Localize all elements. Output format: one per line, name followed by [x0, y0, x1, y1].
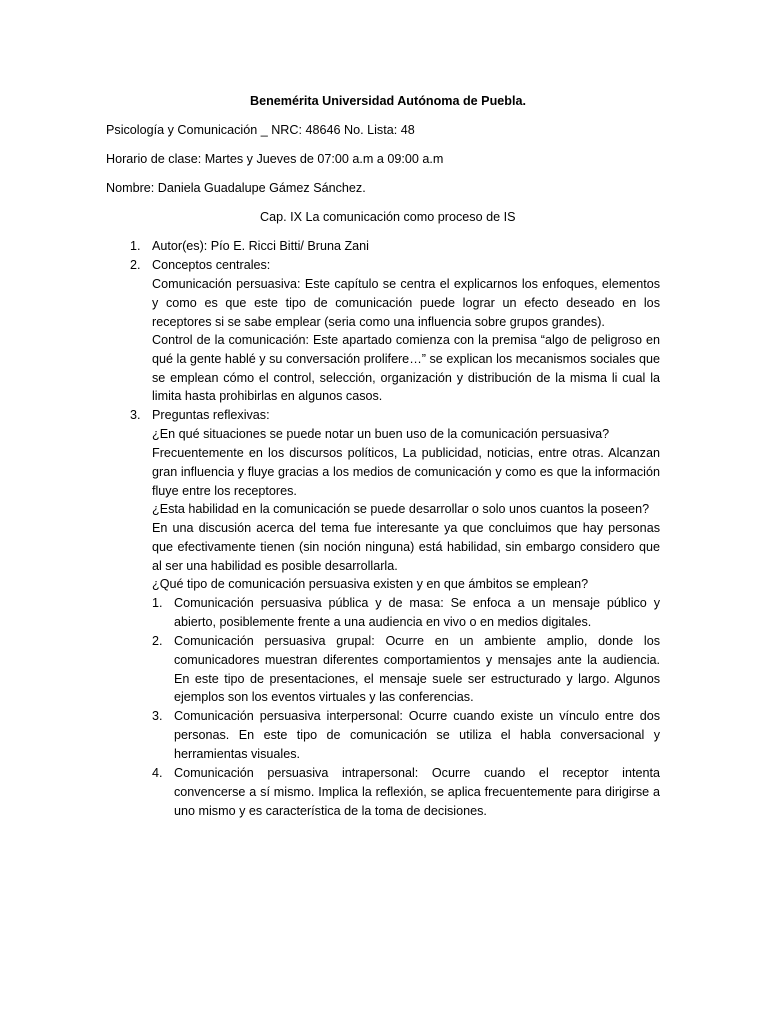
answer-two: En una discusión acerca del tema fue interesante ya que concluimos que hay personas que efectivamente tienen (sin noción ninguna) está habilidad, sin embargo considero que al ser una habilidad es posible desarrollarla.	[152, 521, 660, 573]
chapter-heading: Cap. IX La comunicación como proceso de IS	[260, 210, 516, 224]
authors-line: Autor(es): Pío E. Ricci Bitti/ Bruna Zani	[152, 239, 369, 253]
question-two: ¿Esta habilidad en la comunicación se puede desarrollar o solo unos cuantos la poseen?	[152, 502, 650, 516]
persuasive-communication-paragraph: Comunicación persuasiva: Este capítulo se centra el explicarnos los enfoques, elementos y como es que este tipo de comunicación puede lograr un efecto deseado en los receptores si se sabe emplear (seria como una influencia sobre grupos grandes).	[152, 277, 660, 329]
list-number: 3.	[130, 408, 141, 422]
list-number: 1.	[130, 239, 141, 253]
course-line: Psicología y Comunicación _ NRC: 48646 No. Lista: 48	[106, 123, 415, 137]
sub-list-number: 3.	[152, 709, 163, 723]
list-number: 2.	[130, 258, 141, 272]
communication-control-paragraph: Control de la comunicación: Este apartado comienza con la premisa “algo de peligroso en qué la gente hablé y su conversación prolifere…” se explican los mecanismos sociales que se emplean cómo el control, selección, organización y distribución de la misma li cual la limita hasta prohibirlas en algunos casos.	[152, 333, 660, 404]
sub-list-number: 2.	[152, 634, 163, 648]
question-three: ¿Qué tipo de comunicación persuasiva existen y en que ámbitos se emplean?	[152, 577, 589, 591]
sub-list-item: Comunicación persuasiva interpersonal: Ocurre cuando existe un vínculo entre dos personas. En este tipo de comunicación se utiliza el habla conversacional y herramientas visuales.	[174, 709, 660, 761]
document-title: Benemérita Universidad Autónoma de Puebla.	[250, 94, 526, 108]
answer-one: Frecuentemente en los discursos políticos, La publicidad, noticias, entre otras. Alcanzan gran influencia y fluye gracias a los medios de comunicación y como es que la información fluye entre los receptores.	[152, 446, 660, 498]
central-concepts-heading: Conceptos centrales:	[152, 258, 271, 272]
question-one: ¿En qué situaciones se puede notar un buen uso de la comunicación persuasiva?	[152, 427, 610, 441]
student-name-line: Nombre: Daniela Guadalupe Gámez Sánchez.	[106, 181, 366, 195]
sub-list-item: Comunicación persuasiva pública y de masa: Se enfoca a un mensaje público y abierto, posiblemente frente a una audiencia en vivo o en medios digitales.	[174, 596, 660, 629]
sub-list-item: Comunicación persuasiva intrapersonal: Ocurre cuando el receptor intenta convencerse a sí mismo. Implica la reflexión, se aplica frecuentemente para dirigirse a uno mismo y es característica de la toma de decisiones.	[174, 766, 660, 818]
sub-list-number: 1.	[152, 596, 163, 610]
schedule-line: Horario de clase: Martes y Jueves de 07:00 a.m a 09:00 a.m	[106, 152, 444, 166]
sub-list-number: 4.	[152, 766, 163, 780]
sub-list-item: Comunicación persuasiva grupal: Ocurre en un ambiente amplio, donde los comunicadores muestran diferentes comportamientos y mensajes ante la audiencia. En este tipo de presentaciones, el mensaje suele ser estructurado y largo. Algunos ejemplos son los eventos virtuales y las conferencias.	[174, 634, 660, 705]
reflective-questions-heading: Preguntas reflexivas:	[152, 408, 270, 422]
